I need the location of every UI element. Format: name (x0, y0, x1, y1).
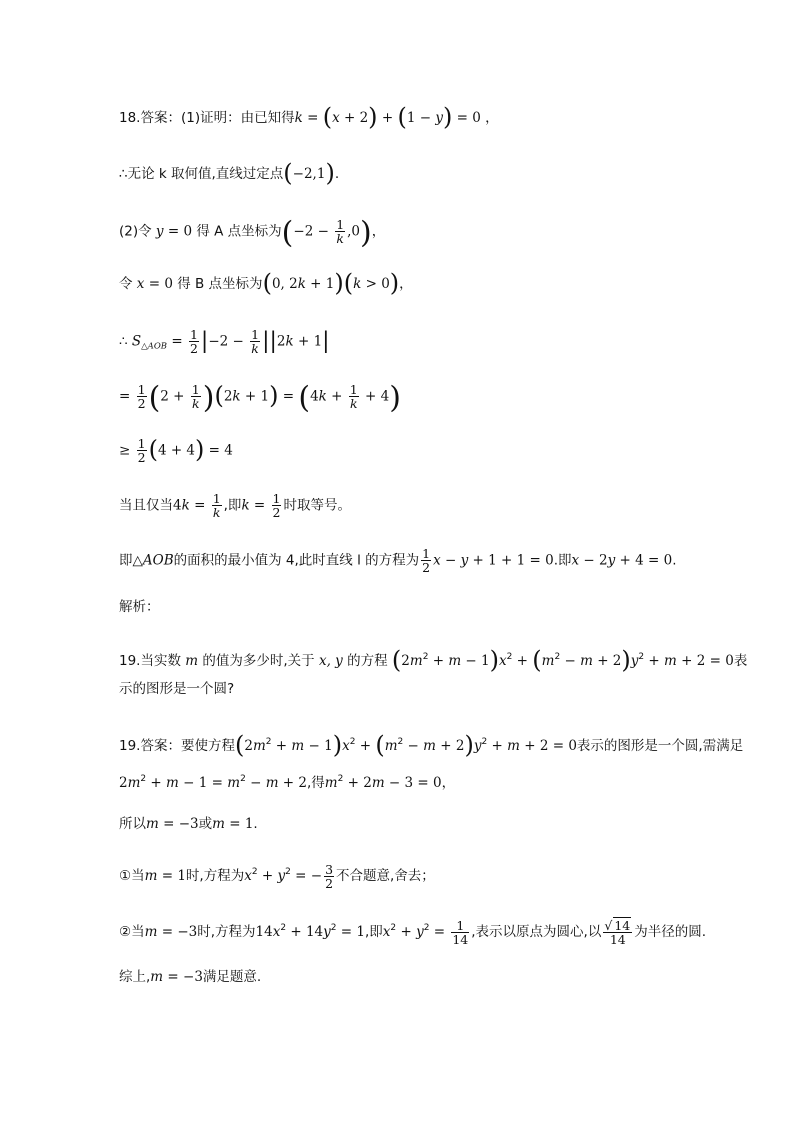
punct: . (253, 816, 258, 832)
punct: . (672, 552, 677, 569)
text-part2: (2)令 (119, 223, 152, 240)
q18-conclusion: 即△AOB的面积的最小值为 4,此时直线 l 的方程为 $\frac{1}{2}$ x − y + 1 + 1 = 0.即x − 2y + 4 = 0. (119, 546, 677, 575)
var-m: m (185, 653, 199, 669)
q18-equality-condition: 当且仅当4k = $\frac{1}{k}$ ,即k = $\frac{1}{2}$ 时取等号。 (119, 491, 351, 520)
q18-analysis-label: 解析： (119, 599, 160, 615)
text-equation-is-2: 时,方程为 (197, 924, 256, 940)
q18-area-expression: ∴ $S_{\triangle AOB}$ = $\frac{1}{2}$ |−2 − $\frac{1}{k}$ ||2k + 1| (119, 327, 330, 356)
text-biao: 表 (733, 653, 748, 669)
q19-answer-line-5: ②当m = −3时,方程为$14x^2 + 14y^2 = 1$,即$x^2 + y^2$ = $\frac{1}{14}$ ,表示以原点为圆心,以 $\frac{√ 14}{14}$ 为半径的圆. (119, 917, 707, 947)
q19-answer-line-1: 19.答案：要使方程$(2m^2 + m - 1)x^2 + (m^2 - m + 2)y^2 + m + 2 = 0$表示的图形是一个圆,需满足 (119, 731, 744, 759)
text-let: 令 (119, 276, 133, 292)
q19-answer-line-2: $2m^2 + m - 1 = m^2 - m + 2$,得$m^2 + 2m - 3 = 0$， (119, 774, 456, 791)
text-ie2: 即 (119, 552, 133, 569)
q18-answer-heading: 18.答案：(1)证明：由已知得 (119, 110, 295, 126)
q18-answer-line-1: 18.答案：(1)证明：由已知得k = (x + 2) + (1 − y) = 0 ， (119, 103, 499, 131)
text-equality: 时取等号。 (283, 497, 351, 514)
q18-area-min: ≥ $\frac{1}{2}$ (4 + 4) = 4 (119, 435, 233, 465)
q19-answer-heading: 19.答案：要使方程 (119, 738, 235, 754)
text-reject: 不合题意,舍去； (336, 868, 435, 884)
text-equation: 的方程 (347, 653, 388, 669)
text-ie: ,即 (223, 497, 242, 514)
text-in-summary: 综上, (119, 969, 151, 985)
text-fixed-point: ∴无论 k 取何值,直线过定点 (119, 166, 284, 182)
q18-answer-line-2: ∴无论 k 取何值,直线过定点(−2,1). (119, 159, 340, 187)
punct: ， (399, 276, 413, 292)
triangle-aob: △AOB (132, 552, 174, 569)
text-radius-circle: 为半径的圆. (634, 924, 707, 940)
q18-answer-line-3: (2)令 y = 0 得 A 点坐标为(−2 − $\frac{1}{k}$ ,0)， (119, 215, 386, 251)
text-equation-is: 时,方程为 (185, 868, 245, 884)
punct: . (334, 166, 340, 182)
q19-number: 19.当实数 (119, 653, 181, 669)
text-value-question: 的值为多少时,关于 (202, 653, 315, 669)
text-get: ,得 (307, 775, 325, 791)
text-so: 所以 (119, 816, 146, 832)
text-point-b: 得 B 点坐标为 (177, 276, 263, 292)
var-xy: x, y (318, 653, 343, 669)
q19-answer-line-3: 所以m = −3或m = 1. (119, 816, 258, 832)
punct: ， (441, 775, 456, 791)
q19-question-line-2: 示的图形是一个圆? (119, 681, 235, 697)
case-2: ②当 (119, 924, 145, 940)
q18-answer-line-4: 令 x = 0 得 B 点坐标为(0, 2k + 1)(k > 0)， (119, 269, 413, 297)
text-circle-condition: 表示的图形是一个圆,需满足 (576, 738, 744, 754)
text-min-area: 的面积的最小值为 4,此时直线 l 的方程为 (173, 552, 420, 569)
text-or: 或 (198, 816, 213, 832)
case-1: ①当 (119, 868, 145, 884)
punct: ， (371, 223, 386, 240)
q18-area-expand: = $\frac{1}{2}$ (2 + $\frac{1}{k}$ )(2k + 1) = (4k + $\frac{1}{k}$ + 4) (119, 380, 401, 416)
text-point-a: 得 A 点坐标为 (196, 223, 282, 240)
text-iff: 当且仅当 (119, 497, 173, 514)
punct: ， (485, 110, 499, 126)
text-ie4: ,即 (365, 924, 383, 940)
q19-question-line-1: 19.当实数 m 的值为多少时,关于 x, y 的方程 $(2m^2 + m - 1)x^2 + (m^2 - m + 2)y^2 + m + 2 = 0$表 (119, 646, 748, 674)
text-origin-center: ,表示以原点为圆心,以 (471, 924, 602, 940)
q19-answer-line-6: 综上,m = −3满足题意. (119, 969, 262, 985)
q19-answer-line-4: ①当m = 1时,方程为$x^2 + y^2$ = − $\frac{3}{2}$ 不合题意,舍去； (119, 861, 435, 891)
text-ie3: .即 (553, 552, 572, 569)
text-satisfies: 满足题意. (202, 969, 262, 985)
